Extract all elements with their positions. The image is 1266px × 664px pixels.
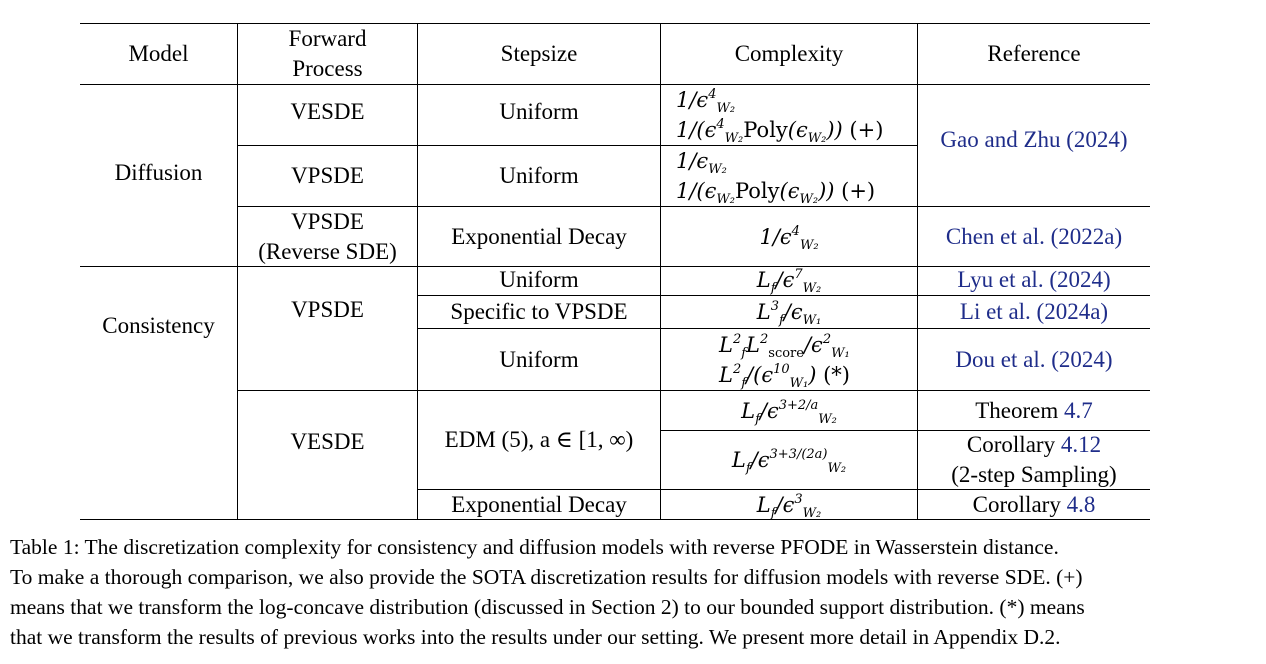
reference-theorem: Theorem 4.7	[975, 397, 1093, 423]
header-complexity: Complexity	[734, 41, 844, 66]
complexity-vesde-diffusion: $1/\epsilon^4_{W_2}$ $1/(\epsilon^4_{W_2}Poly(\epsilon_{W_2}))$ (+)	[676, 87, 884, 146]
caption-line: Table 1: The discretization complexity for consistency and diffusion models with reverse PFODE in Wasserstein distance.	[10, 535, 1059, 559]
reference-corollary-2step: Corollary 4.12 (2-step Sampling)	[951, 432, 1117, 487]
reference-chen: Chen et al. (2022a)	[945, 223, 1123, 249]
stepsize-edm: EDM (5), a ∈ [1, ∞)	[444, 427, 634, 452]
stepsize-uniform: Uniform	[499, 346, 579, 372]
header-forward-process: Forward Process	[288, 26, 367, 81]
complexity-corollary-exp: $L_f/\epsilon^3_{W_2}$	[756, 491, 822, 521]
process-vpsde: VPSDE	[291, 163, 364, 188]
complexity-reverse-sde: $1/\epsilon^4_{W_2}$	[759, 223, 819, 253]
header-model: Model	[128, 41, 189, 66]
caption-line: means that we transform the log-concave distribution (discussed in Section 2) to our bounded support distribution. (*) means	[10, 595, 1085, 619]
reference-corollary-exp: Corollary 4.8	[972, 491, 1096, 517]
model-consistency: Consistency	[102, 312, 215, 338]
header-reference: Reference	[987, 41, 1081, 66]
stepsize-uniform: Uniform	[499, 99, 579, 124]
model-diffusion: Diffusion	[114, 159, 203, 185]
table-caption	[10, 532, 1250, 652]
reference-lyu: Lyu et al. (2024)	[957, 267, 1111, 292]
reference-li: Li et al. (2024a)	[959, 298, 1109, 324]
caption-line: To make a thorough comparison, we also provide the SOTA discretization results for diffusion models with reverse SDE. (+)	[10, 565, 1083, 589]
process-vesde: VESDE	[290, 99, 365, 124]
reference-dou: Dou et al. (2024)	[955, 346, 1113, 372]
complexity-vpsde-diffusion: $1/\epsilon_{W_2}$ $1/(\epsilon_{W_2}Poly(\epsilon_{W_2}))$ (+)	[676, 149, 876, 207]
process-vesde: VESDE	[290, 429, 365, 454]
reference-gao-zhu: Gao and Zhu (2024)	[940, 126, 1128, 152]
stepsize-uniform: Uniform	[499, 163, 579, 188]
stepsize-exponential-decay: Exponential Decay	[451, 491, 627, 517]
complexity-li: $L^3_f/\epsilon_{W_1}$	[756, 298, 822, 328]
complexity-dou: $L^2_fL^2_{score}/\epsilon^2_{W_1}$ $L^2_f/(\epsilon^{10}_{W_1})$ (*)	[719, 331, 850, 391]
process-vpsde-reverse: VPSDE (Reverse SDE)	[258, 208, 397, 264]
stepsize-specific-vpsde: Specific to VPSDE	[450, 298, 628, 324]
complexity-lyu: $L_f/\epsilon^7_{W_2}$	[756, 267, 822, 296]
complexity-theorem: $L_f/\epsilon^{3+2/a}_{W_2}$	[741, 397, 837, 427]
process-vpsde: VPSDE	[291, 296, 364, 322]
stepsize-exponential-decay: Exponential Decay	[451, 223, 627, 249]
complexity-corollary-2step: $L_f/\epsilon^{3+3/(2a)}_{W_2}$	[731, 447, 847, 476]
header-stepsize: Stepsize	[500, 41, 578, 66]
caption-line: that we transform the results of previous works into the results under our setting. We present more detail in Appendix D.2.	[10, 625, 1061, 649]
stepsize-uniform: Uniform	[499, 267, 579, 292]
